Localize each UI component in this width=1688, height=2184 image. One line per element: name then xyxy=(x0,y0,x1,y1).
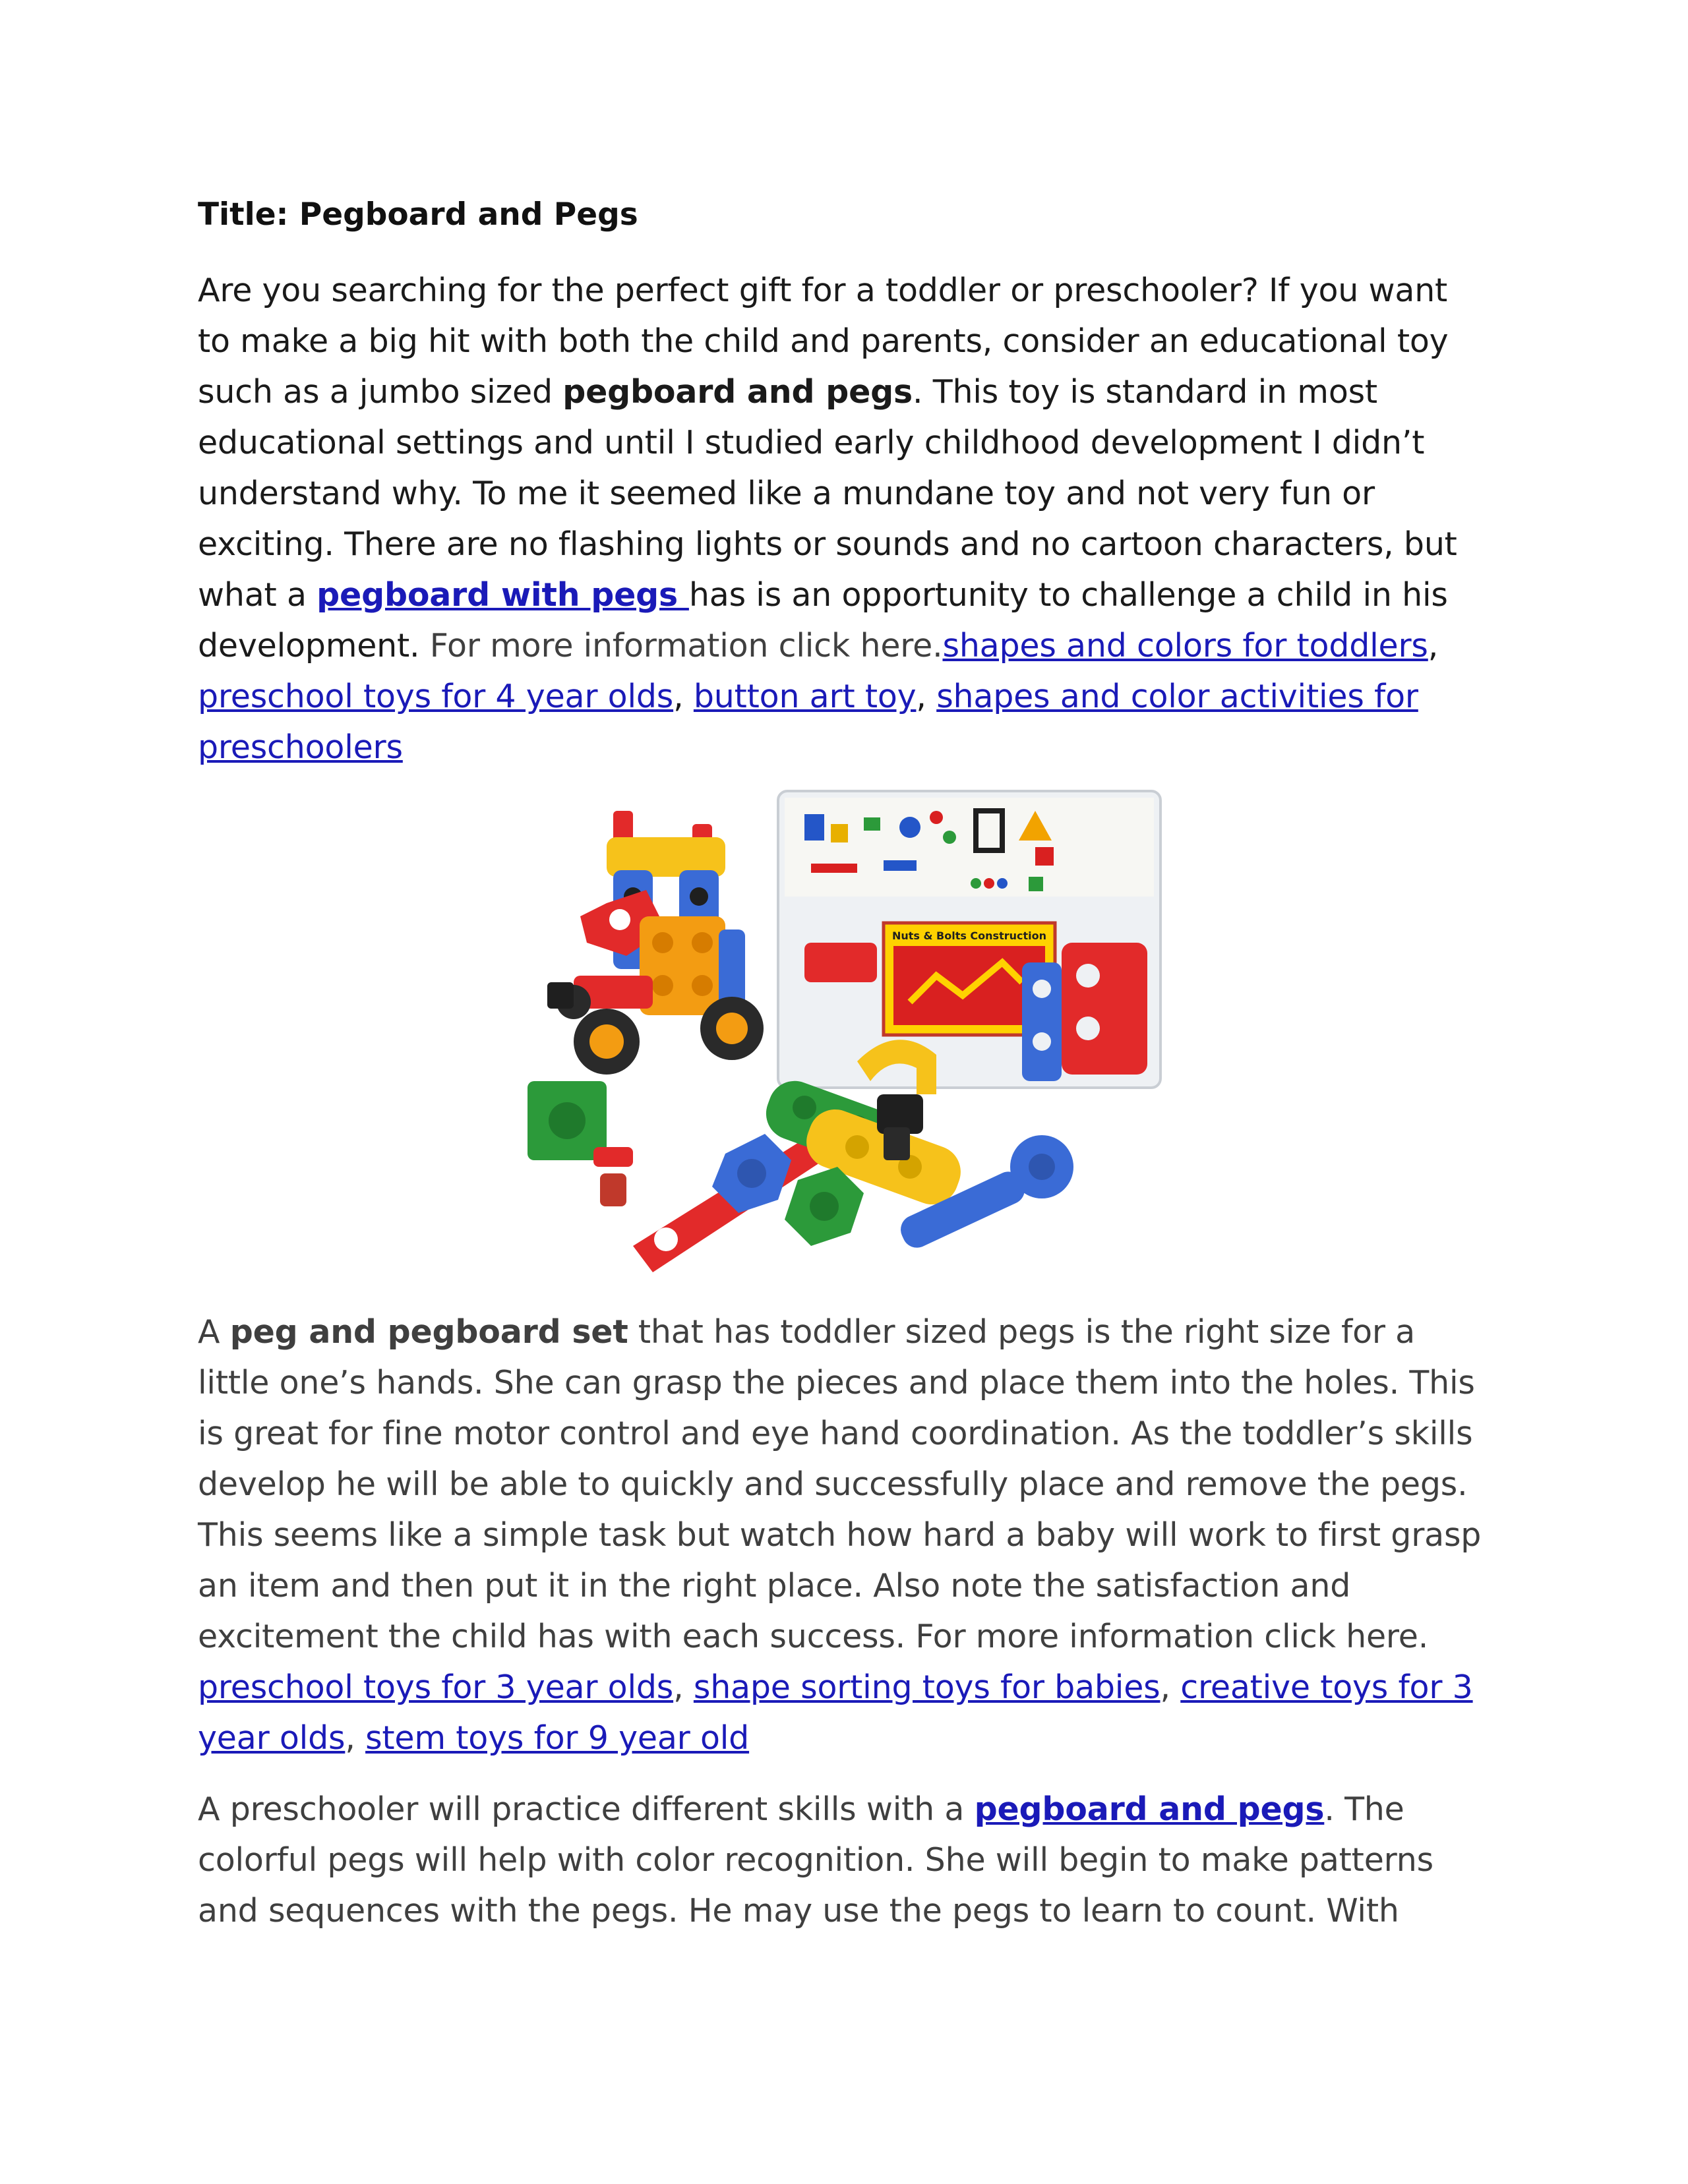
link-pegboard-with-pegs[interactable]: pegboard with pegs xyxy=(316,576,689,614)
intro-separator-1: , xyxy=(1428,627,1439,664)
box-label-text: Nuts & Bolts Construction xyxy=(891,930,1047,942)
toddler-bold-peg-set: peg and pegboard set xyxy=(229,1313,628,1351)
toddler-separator-3: , xyxy=(345,1719,366,1757)
link-preschool-toys-for-3-year-olds[interactable]: preschool toys for 3 year olds xyxy=(198,1668,674,1706)
toddler-separator-1: , xyxy=(673,1668,694,1706)
link-stem-toys-for-9-year-old[interactable]: stem toys for 9 year old xyxy=(365,1719,750,1757)
toddler-text-1: A xyxy=(198,1313,230,1351)
toy-truck xyxy=(547,811,764,1075)
preschooler-text-1: A preschooler will practice different skills with a xyxy=(198,1790,975,1828)
intro-separator-2: , xyxy=(673,678,694,715)
intro-separator-3: , xyxy=(916,678,937,715)
link-shapes-and-colors-for-toddlers[interactable]: shapes and colors for toddlers xyxy=(942,627,1428,664)
preschooler-paragraph xyxy=(198,1784,1484,1936)
link-creative-toys-for-3-year-olds[interactable]: creative toys for 3 year olds xyxy=(198,1668,1473,1757)
toddler-paragraph xyxy=(198,1307,1484,1763)
link-preschool-toys-for-4-year-olds[interactable]: preschool toys for 4 year olds xyxy=(198,678,674,715)
page-title: Title: Pegboard and Pegs xyxy=(198,196,638,233)
intro-paragraph xyxy=(198,265,1484,773)
toddler-separator-2: , xyxy=(1160,1668,1181,1706)
intro-text-2: . This toy is standard in most educational settings and until I studied early childhood development I didn’t understand why. To me it seemed like a mundane toy and not very fun or exciting. There are no flashing lights or sounds and no cartoon characters, but what a xyxy=(198,373,1457,614)
intro-text-1: Are you searching for the perfect gift for a toddler or preschooler? If you want to make a big hit with both the child and parents, consider an educational toy such as a jumbo sized xyxy=(198,272,1449,411)
link-shape-sorting-toys-for-babies[interactable]: shape sorting toys for babies xyxy=(693,1668,1160,1706)
intro-bold-pegboard: pegboard and pegs xyxy=(562,373,913,411)
link-shapes-and-color-activities[interactable]: shapes and color activities for preschoolers xyxy=(198,678,1418,766)
storage-box xyxy=(778,791,1160,1088)
intro-text-3: has is an opportunity to challenge a child in his development. xyxy=(198,576,1448,664)
intro-more-info: For more information click here. xyxy=(419,627,943,664)
link-button-art-toy[interactable]: button art toy xyxy=(693,678,917,715)
toy-construction-set-image xyxy=(514,784,1174,1299)
link-pegboard-and-pegs[interactable]: pegboard and pegs xyxy=(974,1790,1325,1828)
toddler-text-2: that has toddler sized pegs is the right size for a little one’s hands. She can grasp the pieces and place them into the holes. This is great for fine motor control and eye hand coordination. As the toddler’s skills develop he will be able to quickly and successfully place and remove the pegs. This seems like a simple task but watch how hard a baby will work to first grasp an item and then put it in the right place. Also note the satisfaction and excitement the child has with each success. For more information click here. xyxy=(198,1313,1482,1655)
preschooler-text-2: . The colorful pegs will help with color recognition. She will begin to make patterns and sequences with the pegs. He may use the pegs to learn to count. With xyxy=(198,1790,1433,1930)
